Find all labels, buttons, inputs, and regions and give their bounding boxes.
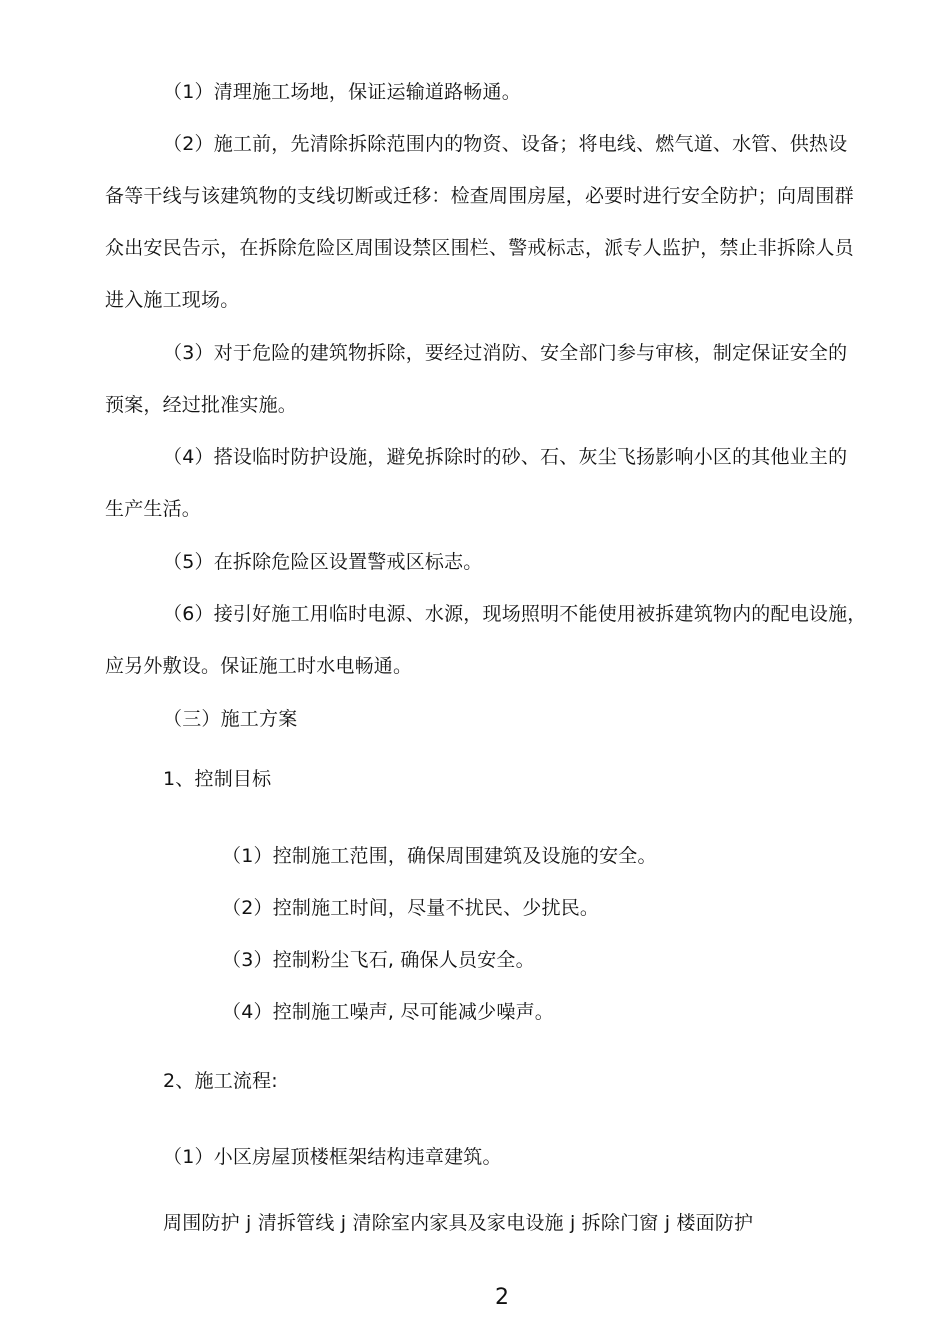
item-2-pre-construction-line-4: 进入施工现场。 <box>105 289 240 311</box>
subheading-control-objectives: 1、控制目标 <box>163 768 272 790</box>
process-flow-steps: 周围防护 j 清拆管线 j 清除室内家具及家电设施 j 拆除门窗 j 楼面防护 <box>163 1212 754 1234</box>
subheading-construction-process: 2、施工流程: <box>163 1070 278 1092</box>
section-heading-construction-plan: （三）施工方案 <box>163 708 298 730</box>
item-3-dangerous-building-line-1: （3）对于危险的建筑物拆除，要经过消防、安全部门参与审核，制定保证安全的 <box>163 342 848 364</box>
process-item-1-rooftop: （1）小区房屋顶楼框架结构违章建筑。 <box>163 1146 502 1168</box>
objective-2-time: （2）控制施工时间，尽量不扰民、少扰民。 <box>222 897 600 919</box>
item-3-dangerous-building-line-2: 预案，经过批准实施。 <box>105 394 298 416</box>
item-2-pre-construction-line-2: 备等干线与该建筑物的支线切断或迁移：检查周围房屋，必要时进行安全防护；向周围群 <box>105 185 854 207</box>
item-1-clear-site: （1）清理施工场地，保证运输道路畅通。 <box>163 81 521 103</box>
page-number: 2 <box>495 1285 509 1310</box>
objective-1-scope: （1）控制施工范围，确保周围建筑及设施的安全。 <box>222 845 657 867</box>
item-4-temporary-protection-line-1: （4）搭设临时防护设施，避免拆除时的砂、石、灰尘飞扬影响小区的其他业主的 <box>163 446 848 468</box>
objective-4-noise: （4）控制施工噪声, 尽可能减少噪声。 <box>222 1001 554 1023</box>
objective-3-dust: （3）控制粉尘飞石, 确保人员安全。 <box>222 949 535 971</box>
item-6-temporary-power-line-1: （6）接引好施工用临时电源、水源，现场照明不能使用被拆建筑物内的配电设施， <box>163 603 867 625</box>
item-6-temporary-power-line-2: 应另外敷设。保证施工时水电畅通。 <box>105 655 413 677</box>
item-2-pre-construction-line-1: （2）施工前，先清除拆除范围内的物资、设备；将电线、燃气道、水管、供热设 <box>163 133 848 155</box>
item-5-warning-zone: （5）在拆除危险区设置警戒区标志。 <box>163 551 483 573</box>
item-2-pre-construction-line-3: 众出安民告示，在拆除危险区周围设禁区围栏、警戒标志，派专人监护，禁止非拆除人员 <box>105 237 854 259</box>
item-4-temporary-protection-line-2: 生产生活。 <box>105 498 202 520</box>
